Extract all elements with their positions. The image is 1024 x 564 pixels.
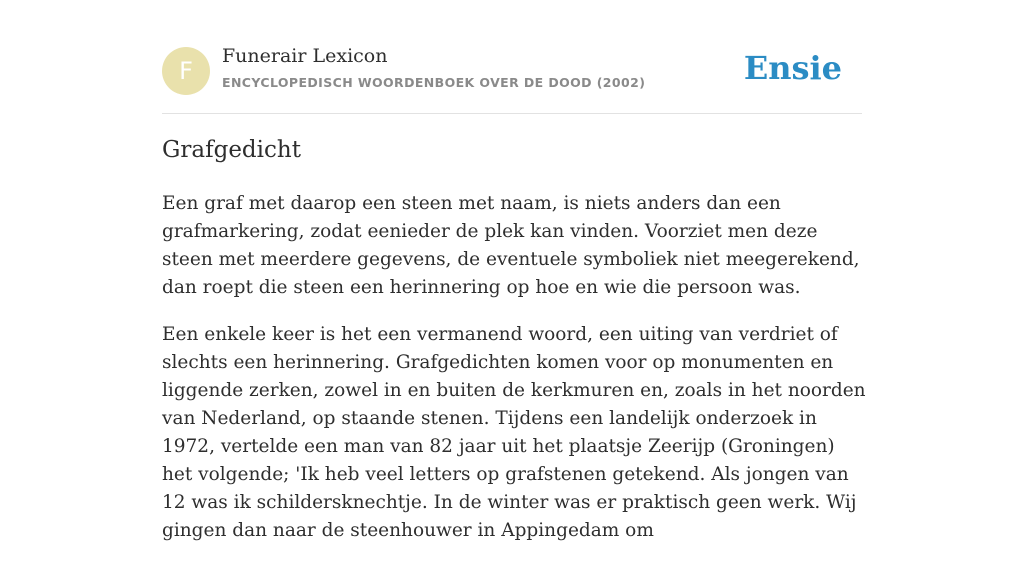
source-header: [162, 40, 862, 100]
entry-paragraph: Een enkele keer is het een vermanend woord, een uiting van verdriet of slechts een herinnering. Grafgedichten komen voor op monumenten en liggende zerken, zowel in en buiten de kerkmuren en, zoals in het noorden van Nederland, op staande stenen. Tijdens een landelijk onderzoek in 1972, vertelde een man van 82 jaar uit het plaatsje Zeerijp (Groningen) het volgende; 'Ik heb veel letters op grafstenen getekend. Als jongen van 12 was ik schildersknechtje. In de winter was er praktisch geen werk. Wij gingen dan naar de steenhouwer in Appingedam om: [162, 324, 866, 541]
entry-body: [162, 190, 868, 564]
brand-logo-link[interactable]: Ensie: [743, 49, 842, 87]
source-subtitle: ENCYCLOPEDISCH WOORDENBOEK OVER DE DOOD (2002): [222, 75, 646, 90]
avatar: F: [162, 47, 210, 95]
entry-paragraph: Een graf met daarop een steen met naam, is niets anders dan een grafmarkering, zodat eenieder de plek kan vinden. Voorziet men deze steen met meerdere gegevens, de eventuele symboliek niet meegerekend, dan roept die steen een herinnering op hoe en wie die persoon was.: [162, 193, 860, 298]
entry-title: Grafgedicht: [162, 137, 301, 163]
divider: [162, 113, 862, 114]
source-title-link[interactable]: Funerair Lexicon: [222, 45, 388, 67]
